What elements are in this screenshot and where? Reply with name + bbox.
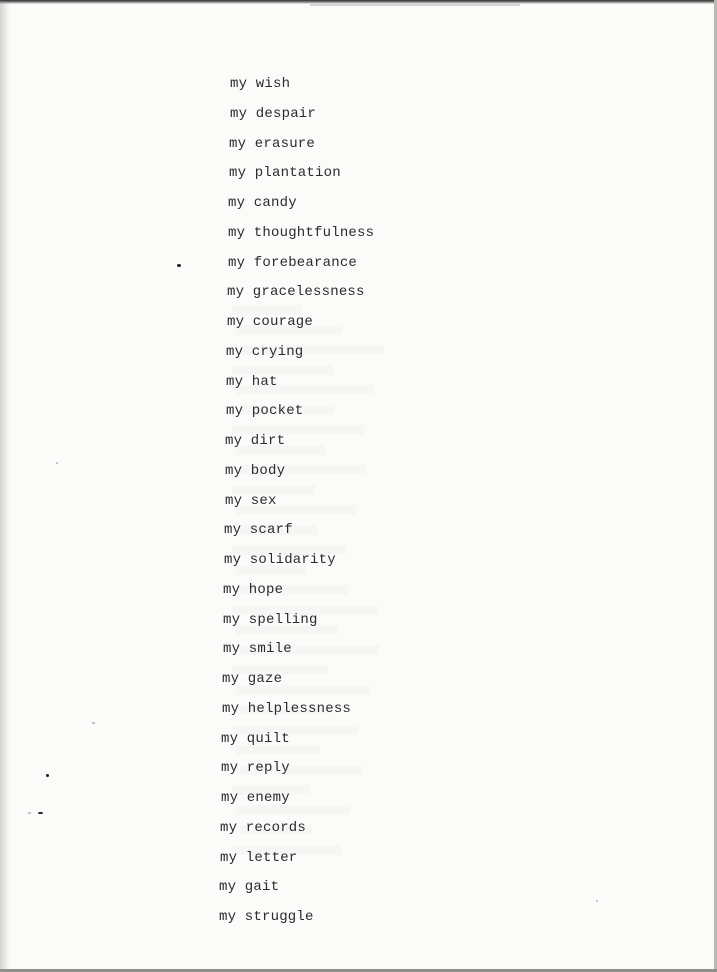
poem-line: my hope [223, 582, 284, 598]
poem-line: my smile [223, 641, 292, 657]
poem-line: my struggle [219, 909, 314, 925]
poem-line: my helplessness [222, 701, 352, 717]
poem-line: my gait [219, 879, 280, 895]
poem-line: my sex [225, 493, 277, 509]
poem-line: my pocket [226, 403, 304, 419]
poem-line: my dirt [225, 433, 286, 449]
poem-line: my enemy [221, 790, 290, 806]
poem-line: my courage [227, 314, 314, 330]
poem-line: my crying [226, 344, 304, 360]
poem-line: my spelling [223, 612, 318, 628]
poem-line: my candy [228, 195, 297, 211]
poem-line: my gaze [222, 671, 283, 687]
poem-line: my hat [226, 374, 278, 390]
poem-line: my quilt [221, 731, 290, 747]
poem-line: my solidarity [224, 552, 336, 568]
poem-line: my despair [230, 106, 317, 122]
poem-line: my body [225, 463, 286, 479]
poem-line: my plantation [229, 165, 341, 181]
poem-line: my reply [221, 760, 290, 776]
poem-line: my thoughtfulness [228, 225, 375, 241]
poem-line: my gracelessness [227, 284, 365, 300]
poem-line: my erasure [229, 136, 316, 152]
poem-line: my forebearance [228, 255, 358, 271]
poem-line: my scarf [224, 522, 293, 538]
poem-line: my wish [230, 76, 291, 92]
poem-line: my letter [220, 850, 298, 866]
poem-line: my records [220, 820, 307, 836]
